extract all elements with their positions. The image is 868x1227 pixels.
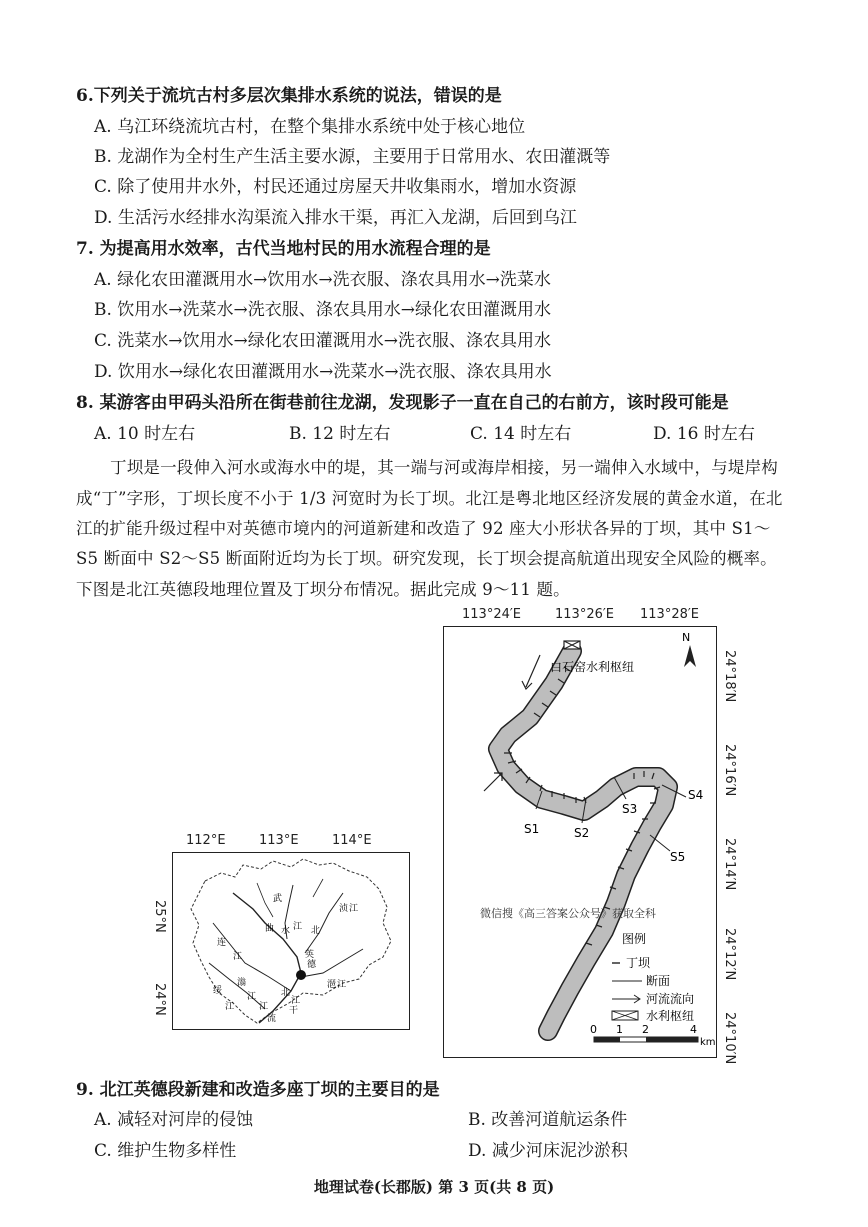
question-7-option-b[interactable]: B. 饮用水→洗菜水→洗衣服、涤农具用水→绿化农田灌溉用水 [94,300,552,320]
question-8-option-d[interactable]: D. 16 时左右 [653,424,755,444]
river-char: 水 [281,926,291,936]
question-8-option-a[interactable]: A. 10 时左右 [94,424,196,444]
river-char: 干 [289,1006,299,1016]
location-map-drawing [173,853,409,1029]
river-char: 江 [349,904,359,914]
passage-line-3: 江的扩能升级过程中对英德市境内的河道新建和改造了 92 座大小形状各异的丁坝，其中 S1～ [76,519,771,538]
river-char: 北 [281,988,291,998]
lat-label-24: 24°N [152,983,167,1016]
question-7-stem: 7. 为提高用水效率，古代当地村民的用水流程合理的是 [76,239,491,259]
river-char: 江 [247,992,257,1002]
passage-line-2: 成“丁”字形，丁坝长度不小于 1/3 河宽时为长丁坝。北江是粤北地区经济发展的黄金水道，在北 [76,489,783,508]
lon-label-113-28: 113°28′E [640,607,700,622]
river-char: 江 [291,996,301,1006]
river-char: 江 [337,980,347,990]
passage-line-4: S5 断面中 S2～S5 断面附近均为长丁坝。研究发现，长丁坝会提高航道出现安全风险的概率。 [76,549,777,568]
lon-label-112: 112°E [186,833,226,848]
question-9-options-row-1 [94,1108,794,1132]
legend-section-label: 断面 [646,974,671,988]
legend-title: 图例 [622,932,647,946]
lon-label-114: 114°E [332,833,372,848]
question-9-stem: 9. 北江英德段新建和改造多座丁坝的主要目的是 [76,1080,440,1100]
question-6-stem: 6.下列关于流坑古村多层次集排水系统的说法，错误的是 [76,86,502,106]
river-char: 浈 [339,904,349,914]
lat-label-24-10: 24°10′N [722,1012,737,1065]
legend-groyne-label: 丁坝 [626,956,651,970]
river-char: 北 [311,926,321,936]
lon-label-113-24: 113°24′E [462,607,522,622]
river-char: 连 [217,938,227,948]
page-footer: 地理试卷(长郡版) 第 3 页(共 8 页) [313,1178,555,1196]
north-label: N [682,631,691,644]
river-char: 武 [273,894,283,904]
legend-flow-label: 河流流向 [646,992,695,1006]
question-8-options [94,422,794,446]
question-7-option-d[interactable]: D. 饮用水→绿化农田灌溉用水→洗菜水→洗衣服、涤农具用水 [94,362,552,382]
flow-arrow-icon [484,773,502,791]
north-arrow-icon [684,645,696,667]
lat-label-24-12: 24°12′N [722,928,737,981]
question-9-options-row-2 [94,1139,794,1163]
question-9-option-c[interactable]: C. 维护生物多样性 [94,1141,237,1161]
yingde-location-dot [296,970,306,980]
scale-tick-4: 4 [690,1023,697,1036]
question-6-option-b[interactable]: B. 龙湖作为全村生产生活主要水源，主要用于日常用水、农田灌溉等 [94,147,611,167]
scale-tick-0: 0 [590,1023,597,1036]
lat-label-25: 25°N [152,900,167,933]
river-char: 江 [233,952,243,962]
question-6-option-a[interactable]: A. 乌江环绕流坑古村，在整个集排水系统中处于核心地位 [94,117,526,137]
lon-label-113-26: 113°26′E [555,607,615,622]
river-char: 曲 [265,924,275,934]
passage-line-1: 丁坝是一段伸入河水或海水中的堤，其一端与河或海岸相接，另一端伸入水域中，与堤岸构 [110,458,778,477]
watermark-text: 微信搜《高三答案公众号》获取全科 [480,907,656,920]
section-label-s2: S2 [574,826,590,840]
scale-unit: km [700,1037,716,1048]
question-7-option-c[interactable]: C. 洗菜水→饮用水→绿化农田灌溉用水→洗衣服、涤农具用水 [94,331,551,351]
scale-tick-2: 2 [642,1023,649,1036]
question-6-option-c[interactable]: C. 除了使用井水外，村民还通过房屋天井收集雨水，增加水资源 [94,177,577,197]
lat-label-24-18: 24°18′N [722,650,737,703]
question-8-stem: 8. 某游客由甲码头沿所在街巷前往龙湖，发现影子一直在自己的右前方，该时段可能是 [76,393,729,413]
question-9-option-a[interactable]: A. 减轻对河岸的侵蚀 [94,1110,254,1130]
question-8-option-b[interactable]: B. 12 时左右 [289,424,391,444]
flow-arrow-icon [526,655,540,687]
passage-line-5: 下图是北江英德段地理位置及丁坝分布情况。据此完成 9～11 题。 [76,580,570,599]
legend-flow-symbol [612,995,640,1003]
question-8-option-c[interactable]: C. 14 时左右 [470,424,572,444]
river-detail-map-frame [443,626,717,1058]
lat-label-24-16: 24°16′N [722,744,737,797]
scale-tick-1: 1 [616,1023,623,1036]
legend-dam-label: 水利枢纽 [646,1009,695,1023]
lat-label-24-14: 24°14′N [722,838,737,891]
river-char: 滃 [237,978,247,988]
river-char: 绥 [213,986,223,996]
question-6-option-d[interactable]: D. 生活污水经排水沟渠流入排水干渠，再汇入龙湖，后回到乌江 [94,208,577,228]
question-9-option-b[interactable]: B. 改善河道航运条件 [468,1110,628,1130]
river-char: 流 [267,1014,277,1024]
river-char: 英 [305,950,315,960]
river-char: 江 [259,1002,269,1012]
question-9-option-d[interactable]: D. 减少河床泥沙淤积 [468,1141,628,1161]
river-detail-drawing [444,627,716,1057]
river-char: 江 [293,922,303,932]
dam-name-label: 白石窑水利枢纽 [550,660,635,674]
river-char: 德 [307,960,317,970]
river-char: 江 [225,1002,235,1012]
section-label-s4: S4 [688,788,704,802]
section-label-s3: S3 [622,802,638,816]
river-char: 潖 [327,980,337,990]
lon-label-113: 113°E [259,833,299,848]
question-7-option-a[interactable]: A. 绿化农田灌溉用水→饮用水→洗衣服、涤农具用水→洗菜水 [94,270,551,290]
section-label-s1: S1 [524,822,540,836]
location-map-frame [172,852,410,1030]
section-label-s5: S5 [670,850,686,864]
